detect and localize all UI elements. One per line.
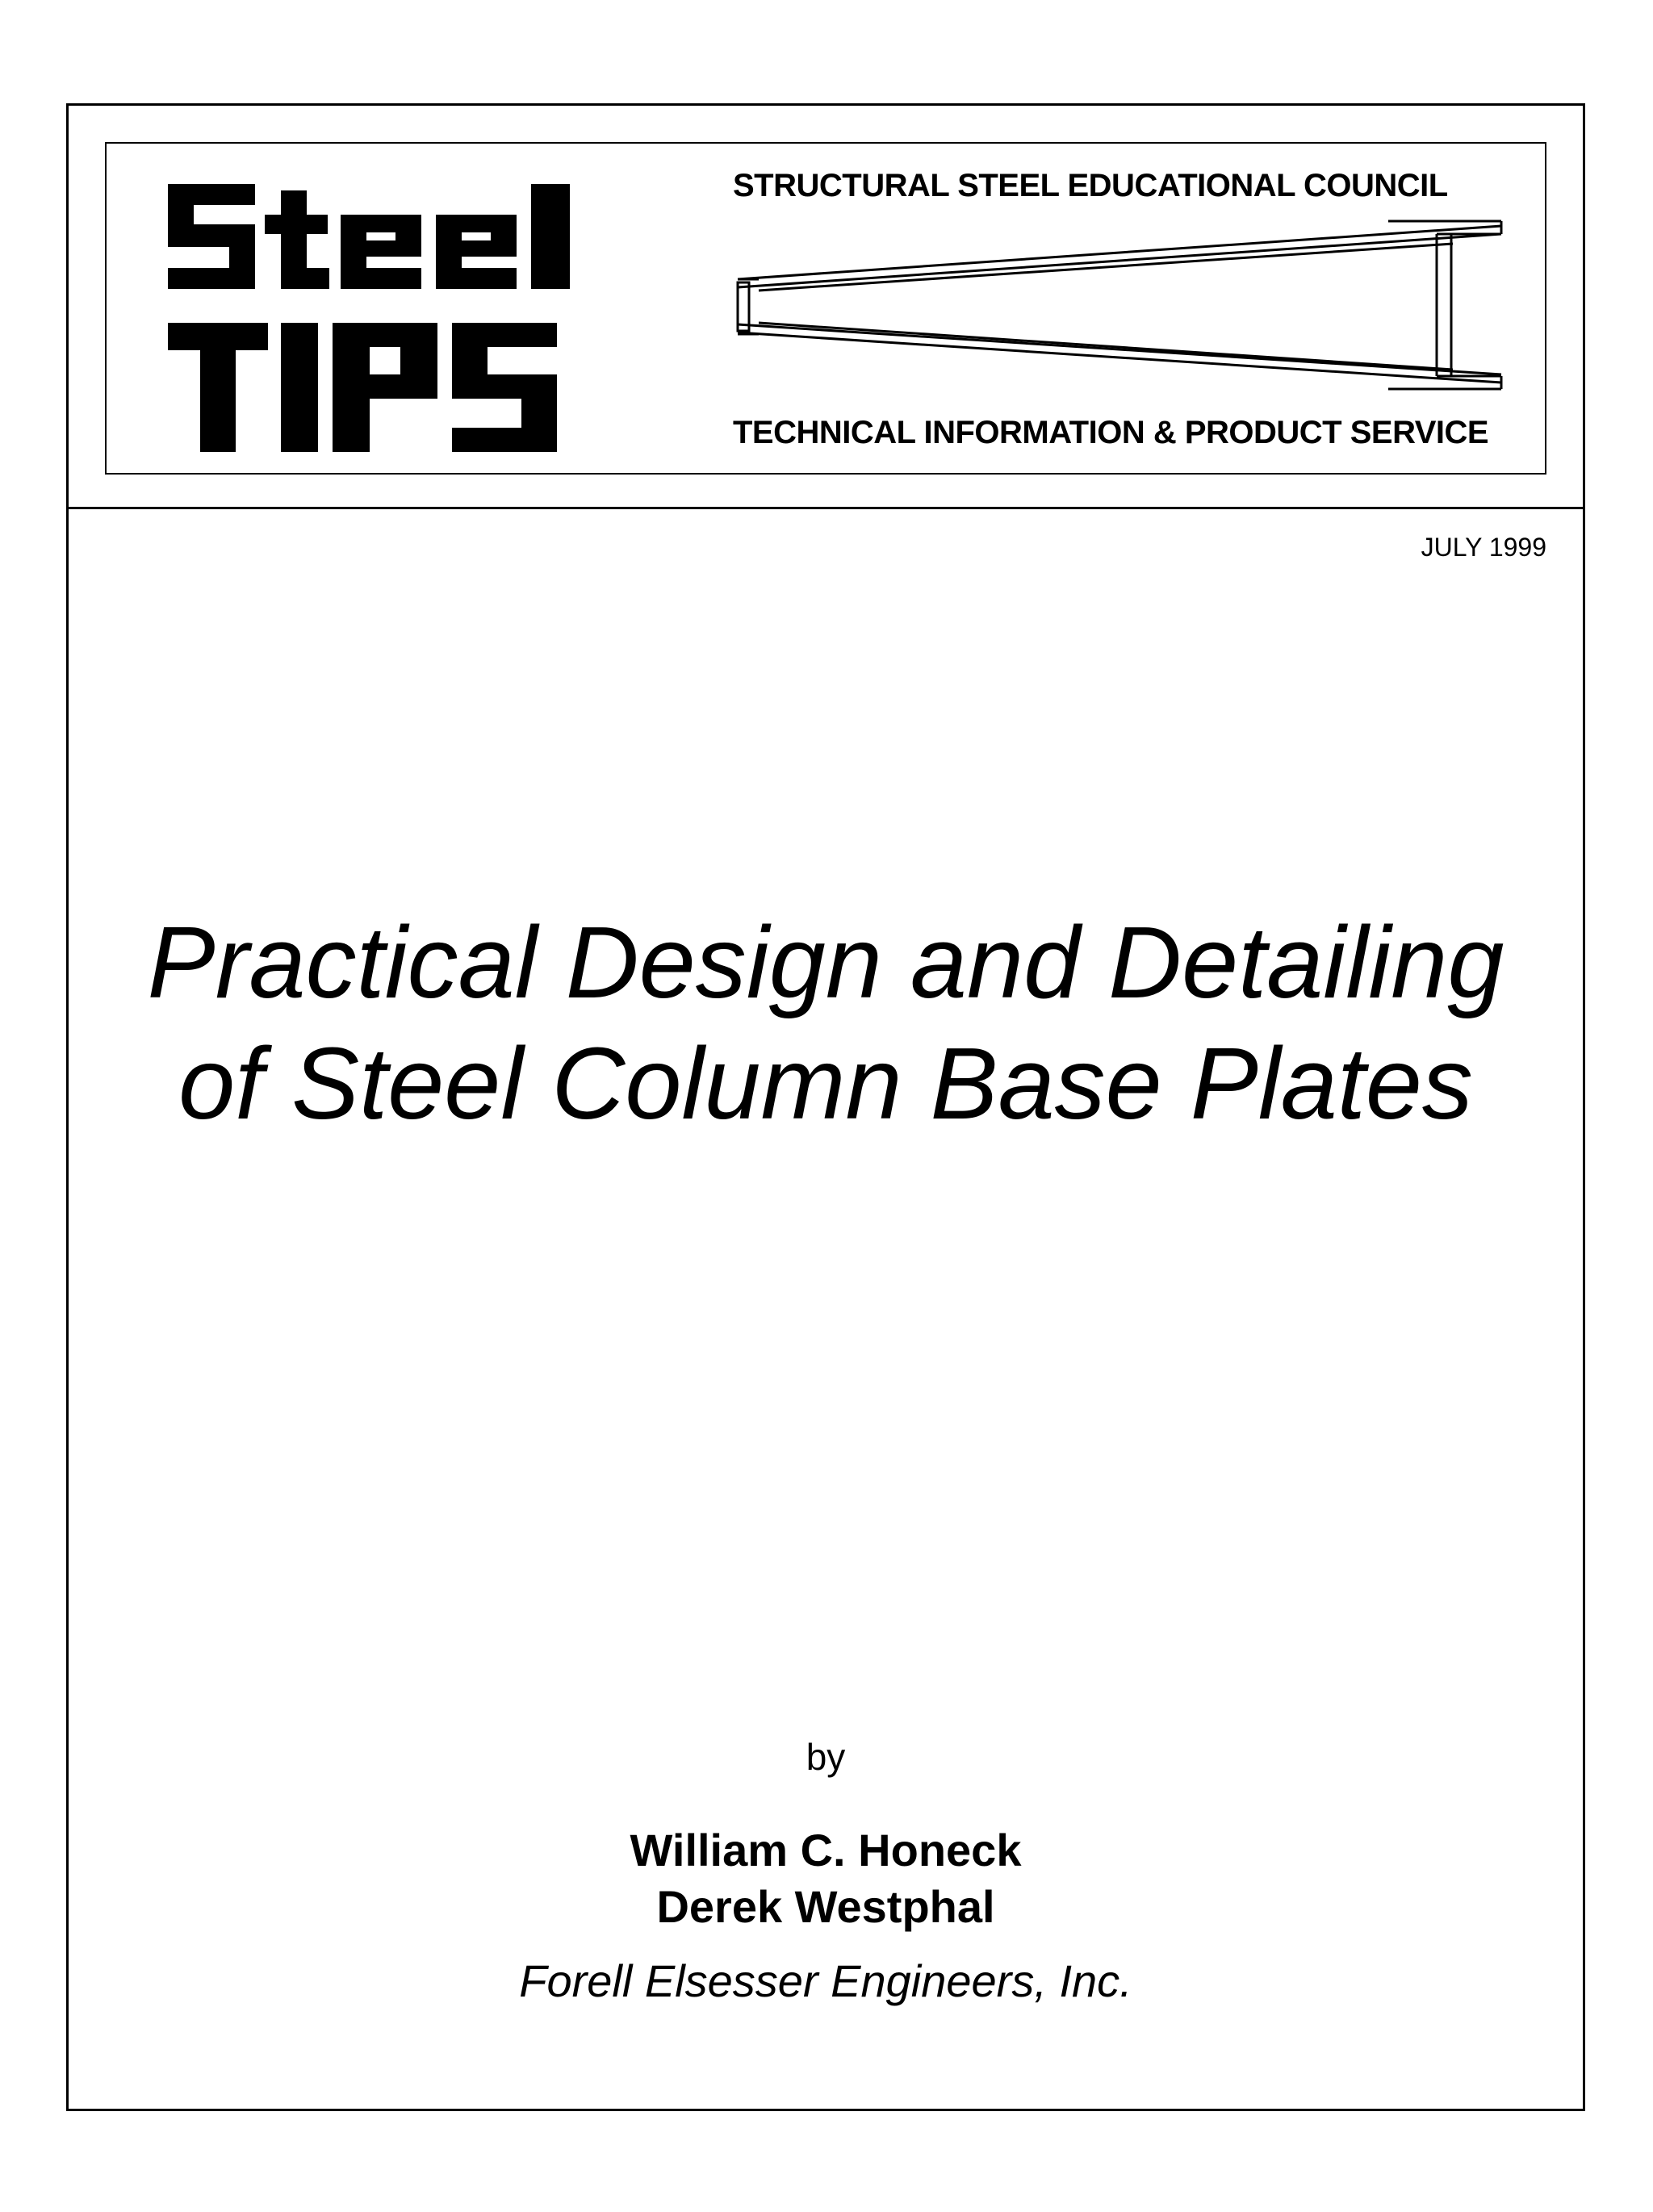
document-title-line-1: Practical Design and Detailing — [147, 905, 1504, 1019]
author-name: William C. Honeck — [630, 1825, 1022, 1875]
author-name: Derek Westphal — [656, 1881, 995, 1932]
service-name: TECHNICAL INFORMATION & PRODUCT SERVICE — [733, 415, 1489, 450]
steel-tips-logo — [158, 168, 634, 455]
byline: by — [806, 1736, 846, 1778]
header-divider — [66, 507, 1585, 509]
i-beam-illustration — [726, 211, 1517, 399]
issue-date: JULY 1999 — [1421, 533, 1546, 562]
firm-name: Forell Elsesser Engineers, Inc. — [519, 1955, 1132, 2006]
document-title-line-2: of Steel Column Base Plates — [178, 1027, 1473, 1140]
council-name: STRUCTURAL STEEL EDUCATIONAL COUNCIL — [733, 168, 1448, 203]
